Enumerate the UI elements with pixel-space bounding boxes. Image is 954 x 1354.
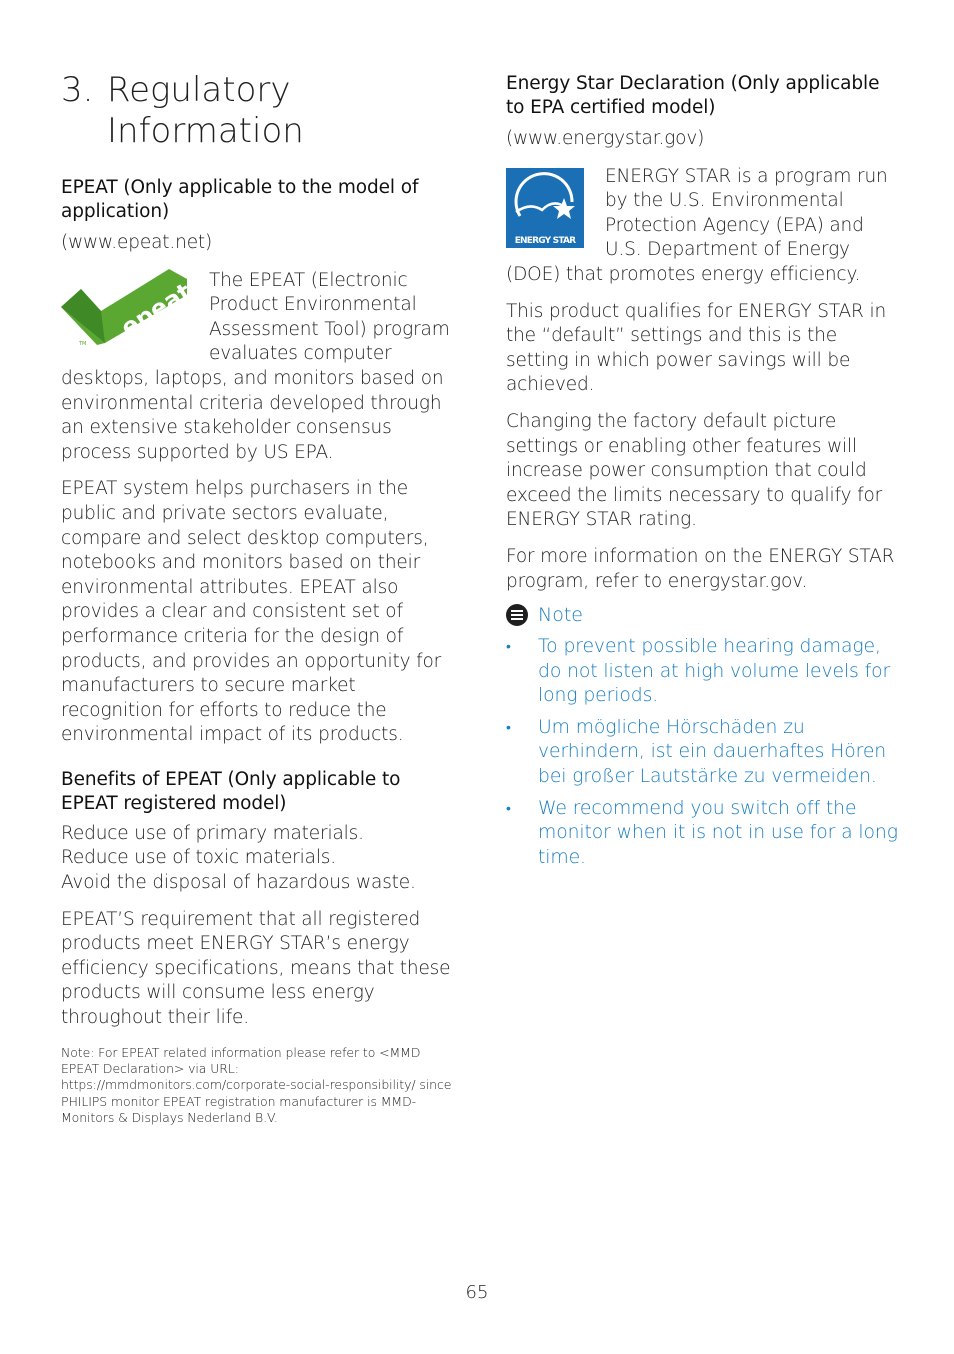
energy-star-para4: For more information on the ENERGY STAR program, refer to energystar.gov. [506, 545, 895, 592]
note-list [506, 635, 901, 870]
section-title [61, 70, 456, 152]
note-item [506, 635, 901, 709]
epeat-heading: EPEAT (Only applicable to the model of application) [61, 177, 419, 222]
benefits-line1: Reduce use of primary materials. [61, 822, 364, 844]
energy-star-para1: ENERGY STAR is a program run by the U.S. Environmental Protection Agency (EPA) and U.S. Department of Energy (DOE) that promotes energy efficiency. [506, 165, 888, 285]
note-icon [506, 604, 528, 626]
benefits-line2: Reduce use of toxic materials. [61, 847, 337, 869]
energy-star-logo [506, 165, 605, 255]
note-bullet: • [506, 639, 511, 656]
page-number: 65 [465, 1282, 489, 1303]
note-bullet: • [506, 719, 511, 736]
energy-star-logo-icon [506, 168, 584, 248]
epeat-url: (www.epeat.net) [61, 232, 213, 253]
epeat-logo-tm: TM [79, 340, 87, 347]
epeat-logo [61, 269, 209, 367]
note-bullet: • [506, 800, 511, 817]
right-column [506, 72, 901, 877]
note-header [506, 603, 901, 627]
epeat-logo-icon [61, 269, 189, 349]
benefits-heading: Benefits of EPEAT (Only applicable to EPEAT registered model) [61, 768, 401, 814]
epeat-para1: The EPEAT (Electronic Product Environmental Assessment Tool) program evaluates computer desktops, laptops, and monitors based on environmental criteria developed through an extensive stakeholder consensus process supported by US EPA. [61, 269, 450, 463]
note-item [506, 716, 901, 790]
epeat-para2: EPEAT system helps purchasers in the public and private sectors evaluate, compare and select desktop computers, notebooks and monitors based on their environmental attributes. EPEAT also provides a clear and consistent set of performance criteria for the design of products, and provides an opportunity for manufacturers to secure market recognition for efforts to reduce the environmental impact of its products. [61, 478, 442, 746]
benefits-para: EPEAT’S requirement that all registered products meet ENERGY STAR’s energy efficiency specifications, means that these products will consume less energy throughout their life. [61, 908, 451, 1029]
energy-star-url: (www.energystar.gov) [506, 128, 705, 149]
note-item-text: To prevent possible hearing damage, do not listen at high volume levels for long periods. [538, 636, 891, 707]
note-item [506, 797, 901, 871]
note-item-text: We recommend you switch off the monitor when it is not in use for a long time. [538, 797, 898, 868]
benefits-line3: Avoid the disposal of hazardous waste. [61, 872, 416, 894]
energy-star-heading: Energy Star Declaration (Only applicable to EPA certified model) [506, 73, 880, 118]
energy-star-para3: Changing the factory default picture settings or enabling other features will increase power consumption that could exceed the limits necessary to qualify for ENERGY STAR rating. [506, 410, 883, 531]
epeat-small-note: Note: For EPEAT related information please refer to <MMD EPEAT Declaration> via URL: https://mmdmonitors.com/corporate-social-responsibility/ since PHILIPS monitor EPEAT registration manufacturer is MMD-Monitors & Displays Nederland B.V. [61, 1044, 452, 1125]
epeat-section [61, 269, 456, 466]
energy-star-section [506, 165, 901, 288]
note-item-text: Um mögliche Hörschäden zu verhindern, ist ein dauerhaftes Hören bei großer Lautstärke zu vermeiden. [538, 716, 887, 788]
section-title-line2: Information [107, 111, 304, 151]
left-column [61, 70, 456, 1126]
note-label: Note [538, 604, 583, 627]
section-number: 3. [61, 70, 94, 110]
section-title-line1: Regulatory [107, 70, 291, 110]
energy-star-logo-label: ENERGY STAR [514, 235, 576, 246]
energy-star-para2: This product qualifies for ENERGY STAR in the “default” settings and this is the setting in which power savings will be achieved. [506, 300, 887, 396]
epeat-logo-text: epeat [115, 277, 189, 342]
